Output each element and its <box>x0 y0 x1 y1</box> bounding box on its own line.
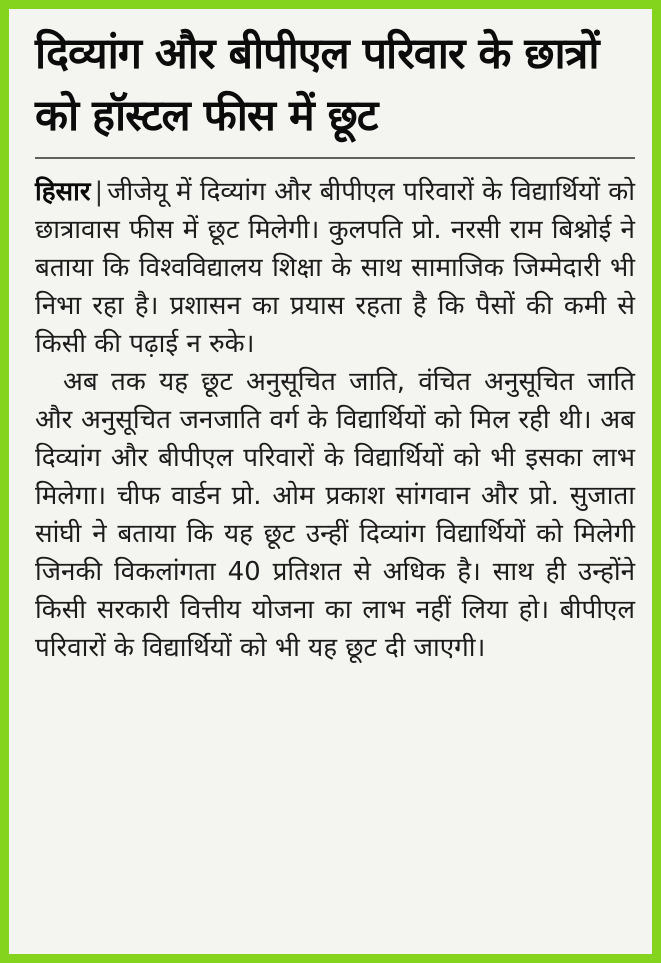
headline-divider <box>35 157 635 159</box>
dateline-separator: | <box>94 177 104 207</box>
dateline: हिसार <box>35 177 91 207</box>
headline: दिव्यांग और बीपीएल परिवार के छात्रों को हॉस्टल फीस में छूट <box>35 29 599 141</box>
article <box>35 23 635 667</box>
paragraph-1 <box>35 173 635 363</box>
paragraph-2: अब तक यह छूट अनुसूचित जाति, वंचित अनुसूचित जाति और अनुसूचित जनजाति वर्ग के विद्यार्थियों को मिल रही थी। अब दिव्यांग और बीपीएल परिवारों के विद्यार्थियों को भी इसका लाभ मिलेगा। चीफ वार्डन प्रो. ओम प्रकाश सांगवान और प्रो. सुजाता सांघी ने बताया कि यह छूट उन्हीं दिव्यांग विद्यार्थियों को मिलेगी जिनकी विकलांगता 40 प्रतिशत से अधिक है। साथ ही उन्होंने किसी सरकारी वित्तीय योजना का लाभ नहीं लिया हो। बीपीएल परिवारों के विद्यार्थियों को भी यह छूट दी जाएगी। <box>35 367 635 663</box>
paragraph-1-text: जीजेयू में दिव्यांग और बीपीएल परिवारों के विद्यार्थियों को छात्रावास फीस में छूट मिलेगी। कुलपति प्रो. नरसी राम बिश्नोई ने बताया कि विश्वविद्यालय शिक्षा के साथ सामाजिक जिम्मेदारी भी निभा रहा है। प्रशासन का प्रयास रहता है कि पैसों की कमी से किसी की पढ़ाई न रुके। <box>35 177 635 359</box>
article-body <box>35 173 635 667</box>
